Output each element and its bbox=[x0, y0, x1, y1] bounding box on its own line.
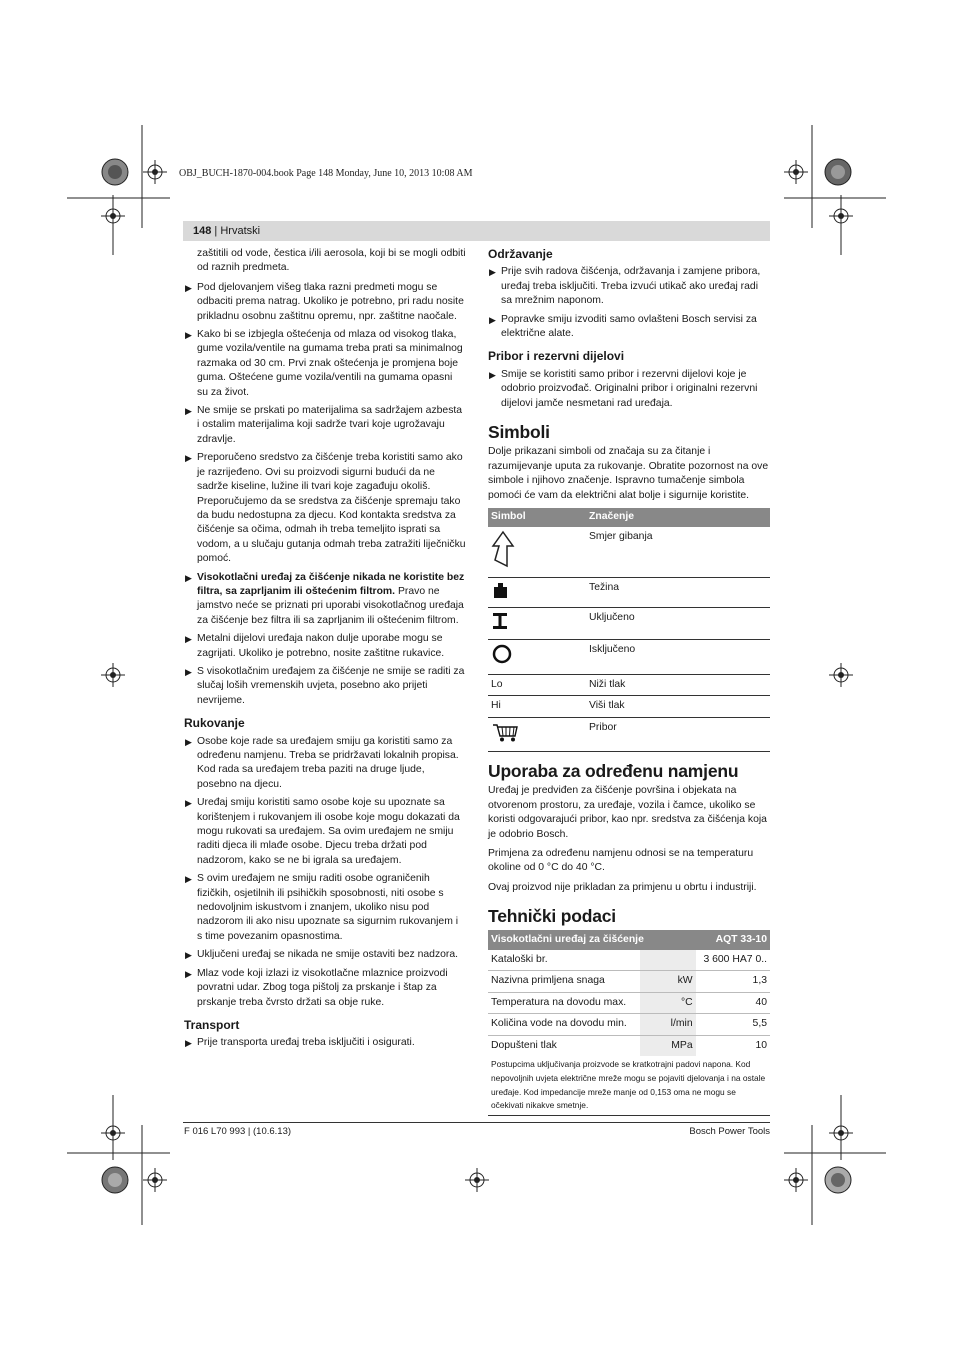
symbol-lo: Lo bbox=[488, 674, 586, 695]
header-language: Hrvatski bbox=[220, 225, 261, 237]
accessories-cart-icon bbox=[491, 721, 519, 743]
table-row: Isključeno bbox=[488, 640, 770, 674]
intro-continuation: zaštitili od vode, čestica i/ili aerosola, koji bi se mogli odbiti od raznih predmeta. bbox=[197, 248, 466, 274]
simboli-intro: Dolje prikazani simboli od značaja su za čitanje i razumijevanje uputa za rukovanje. Obratite pozornost na ove simbole i njihovo značenje. Ispravno tumačenje simbola pomoći će vam da električni alat bolje i sigurnije koristite. bbox=[488, 446, 769, 501]
footer-brand: Bosch Power Tools bbox=[689, 1126, 770, 1137]
list-item: ▶ Osobe koje rade sa uređajem smiju ga koristiti samo za određenu namjenu. Treba se pridržavati lokalnih propisa. Kod rada sa uređajem treba paziti na druge ljude, posebno na djecu. bbox=[185, 735, 459, 790]
symbol-hi: Hi bbox=[488, 696, 586, 717]
bullet-triangle-icon: ▶ bbox=[185, 968, 192, 979]
list-item: ▶ Uključeni uređaj se nikada ne smije ostaviti bez nadzora. bbox=[184, 948, 466, 962]
table-row: Lo Niži tlak bbox=[488, 674, 770, 695]
bullet-triangle-icon: ▶ bbox=[185, 798, 192, 809]
uporaba-paragraph: Ovaj proizvod nije prikladan za primjenu u obrtu i industriji. bbox=[488, 881, 757, 893]
bullet-triangle-icon: ▶ bbox=[185, 572, 192, 583]
list-item: ▶ S visokotlačnim uređajem za čišćenje ne smije se raditi za slučaj loših vremenskih uvjeta, posebno ako prijeti nevrijeme. bbox=[185, 665, 465, 706]
bullet-triangle-icon: ▶ bbox=[185, 950, 192, 961]
weight-icon bbox=[491, 581, 509, 599]
list-item: ▶ Kako bi se izbjegla oštećenja od mlaza od visokog tlaka, gume vozila/ventile na gumama treba prati sa minimalnog razmaka od 30 cm. Prvi znak oštećenja je promjena boje guma. Oštećene gume vozila/ventili na gumama opasni su za život. bbox=[185, 329, 463, 398]
tech-data-table bbox=[488, 930, 770, 1056]
list-item: ▶ Smije se koristiti samo pribor i rezervni dijelovi koje je odobrio proizvođač. Originalni pribor i originalni rezervni dijelovi jamče nesmetani rad uređaja. bbox=[489, 368, 758, 409]
heading-rukovanje: Rukovanje bbox=[184, 716, 245, 731]
bullet-triangle-icon: ▶ bbox=[185, 736, 192, 747]
footer-rule bbox=[183, 1122, 770, 1123]
footer-code: F 016 L70 993 | (10.6.13) bbox=[184, 1126, 292, 1137]
bullet-triangle-icon: ▶ bbox=[185, 874, 192, 885]
table-row: Hi Viši tlak bbox=[488, 696, 770, 717]
left-column bbox=[184, 247, 466, 1055]
symbols-header-symbol: Simbol bbox=[488, 508, 586, 527]
list-item: ▶ Popravke smiju izvoditi samo ovlašteni Bosch servisi za električne alate. bbox=[489, 313, 757, 340]
right-column bbox=[488, 247, 770, 1116]
bullet-triangle-icon: ▶ bbox=[185, 453, 192, 464]
bullet-triangle-icon: ▶ bbox=[185, 330, 192, 341]
table-row: Kataloški br. 3 600 HA7 0.. bbox=[488, 950, 770, 971]
arrow-direction-icon bbox=[491, 530, 515, 568]
bullet-triangle-icon: ▶ bbox=[185, 1038, 192, 1049]
power-on-icon bbox=[491, 611, 509, 631]
list-item: ▶ Preporučeno sredstvo za čišćenje treba koristiti samo ako je razrijeđeno. Ovi su proizvodi sigurni budući da ne sadrže kiseline, lužine ili tvari koje zagađuju okoliš. Preporučujemo da se sredstva za čišćenje spremaju tako da budu nedostupna za djecu. Kod kontakta sredstva za čišćenje sa očima, odmah ih treba temeljito isprati sa vodom, a u slučaju gutanja odmah treba zatražiti liječničku pomoć. bbox=[185, 452, 466, 565]
symbols-table bbox=[488, 508, 770, 752]
heading-odrzavanje: Održavanje bbox=[488, 247, 553, 261]
list-item: ▶ Ne smije se prskati po materijalima sa sadržajem azbesta i ostalim materijalima koji sadrže tvari koje ugrožavaju zdravlje. bbox=[185, 405, 463, 445]
heading-tehnicki: Tehnički podaci bbox=[488, 906, 616, 927]
list-item: ▶ Prije svih radova čišćenja, održavanja i zamjene pribora, uređaj treba isključiti. Treba izvući utikač ako uređaj radi sa mrežnim naponom. bbox=[489, 266, 761, 307]
table-row: Uključeno bbox=[488, 607, 770, 639]
table-row: Temperatura na dovodu max. °C 40 bbox=[488, 992, 770, 1013]
list-item: ▶ Prije transporta uređaj treba isključiti i osigurati. bbox=[184, 1036, 466, 1050]
page-header: 148 | Hrvatski bbox=[183, 221, 770, 241]
bullet-triangle-icon: ▶ bbox=[185, 634, 192, 645]
list-item: ▶ Uređaj smiju koristiti samo osobe koje su upoznate sa korištenjem i rukovanjem ili osobe koje mogu dokazati da mogu rukovati sa uređajem. Sa ovim uređajem ne smiju raditi djeca ili mlađe osobe. Djecu treba držati pod nadzorom, kako se ne bi igrala sa uređajem. bbox=[185, 797, 460, 866]
bullet-triangle-icon: ▶ bbox=[489, 314, 496, 325]
heading-simboli: Simboli bbox=[488, 422, 550, 443]
bullet-triangle-icon: ▶ bbox=[185, 282, 192, 293]
heading-uporaba: Uporaba za određenu namjenu bbox=[488, 760, 739, 781]
file-info: OBJ_BUCH-1870-004.book Page 148 Monday, June 10, 2013 10:08 AM bbox=[179, 168, 473, 179]
list-item: ▶ Metalni dijelovi uređaja nakon dulje uporabe mogu se zagrijati. Ukoliko je potrebno, nosite zaštitne rukavice. bbox=[185, 633, 445, 659]
list-item-warning: ▶ Visokotlačni uređaj za čišćenje nikada ne koristite bez filtra, sa zaprljanim ili oštećenim filtrom. Pravo ne jamstvo neće se priznati pri uporabi visokotlačnog uređaja za čišćenje bez filtra ili sa zaprljanim ili oštećenim filtrom. bbox=[185, 571, 465, 626]
page-number: 148 bbox=[193, 225, 212, 237]
list-item: ▶ Mlaz vode koji izlazi iz visokotlačne mlaznice proizvodi povratni udar. Zbog toga pištolj za prskanje i štap za prskanje treba čvrsto držati sa obje ruke. bbox=[185, 967, 448, 1008]
tech-footnote: Postupcima uključivanja proizvode se kratkotrajni padovi napona. Kod nepovoljnih uvjeta električne mreže mogu se pojaviti djelovanja i na ostale uređaje. Kod impedancije mreže manje od 0,153 oma ne mogu se očekivati nikakve smetnje. bbox=[488, 1056, 770, 1116]
bullet-triangle-icon: ▶ bbox=[489, 369, 496, 380]
bullet-triangle-icon: ▶ bbox=[489, 267, 496, 278]
tech-header-model: AQT 33-10 bbox=[696, 930, 770, 950]
table-row: Količina vode na dovodu min. l/min 5,5 bbox=[488, 1014, 770, 1035]
table-row: Dopušteni tlak MPa 10 bbox=[488, 1035, 770, 1056]
symbols-header-meaning: Značenje bbox=[586, 508, 770, 527]
list-item: ▶ S ovim uređajem ne smiju raditi osobe ograničenih fizičkih, osjetilnih ili psihičkih sposobnosti, niti osobe s nedovoljnim iskustvom i znanjem, ukoliko nisu pod nadzorom ili ako nisu upoznate sa sigurnim rukovanjem i s time povezanim opasnostima. bbox=[185, 873, 459, 942]
bullet-triangle-icon: ▶ bbox=[185, 666, 192, 677]
heading-pribor: Pribor i rezervni dijelovi bbox=[488, 349, 625, 364]
heading-transport: Transport bbox=[184, 1017, 240, 1032]
uporaba-paragraph: Primjena za određenu namjenu odnosi se na temperaturu okoline od 0 °C do 40 °C. bbox=[488, 847, 754, 874]
bullet-triangle-icon: ▶ bbox=[185, 406, 192, 417]
table-row: Nazivna primljena snaga kW 1,3 bbox=[488, 971, 770, 992]
list-item: ▶ Pod djelovanjem višeg tlaka razni predmeti mogu se odbaciti prema natrag. Ukoliko je potrebno, pri radu nosite prikladnu osobnu zaštitnu opremu, npr. zaštitne naočale. bbox=[185, 281, 464, 322]
uporaba-paragraph: Uređaj je predviđen za čišćenje površina i objekata na otvorenom prostoru, za uređaje, vozila i čamce, ukoliko se koristi odgovarajući pribor, kao npr. sredstva za čišćenja koja je odobrio Bosch. bbox=[488, 785, 767, 840]
tech-header-label: Visokotlačni uređaj za čišćenje bbox=[488, 930, 696, 950]
table-row: Smjer gibanja bbox=[488, 527, 770, 577]
table-row: Pribor bbox=[488, 717, 770, 751]
table-row: Težina bbox=[488, 577, 770, 607]
power-off-icon bbox=[491, 643, 513, 665]
